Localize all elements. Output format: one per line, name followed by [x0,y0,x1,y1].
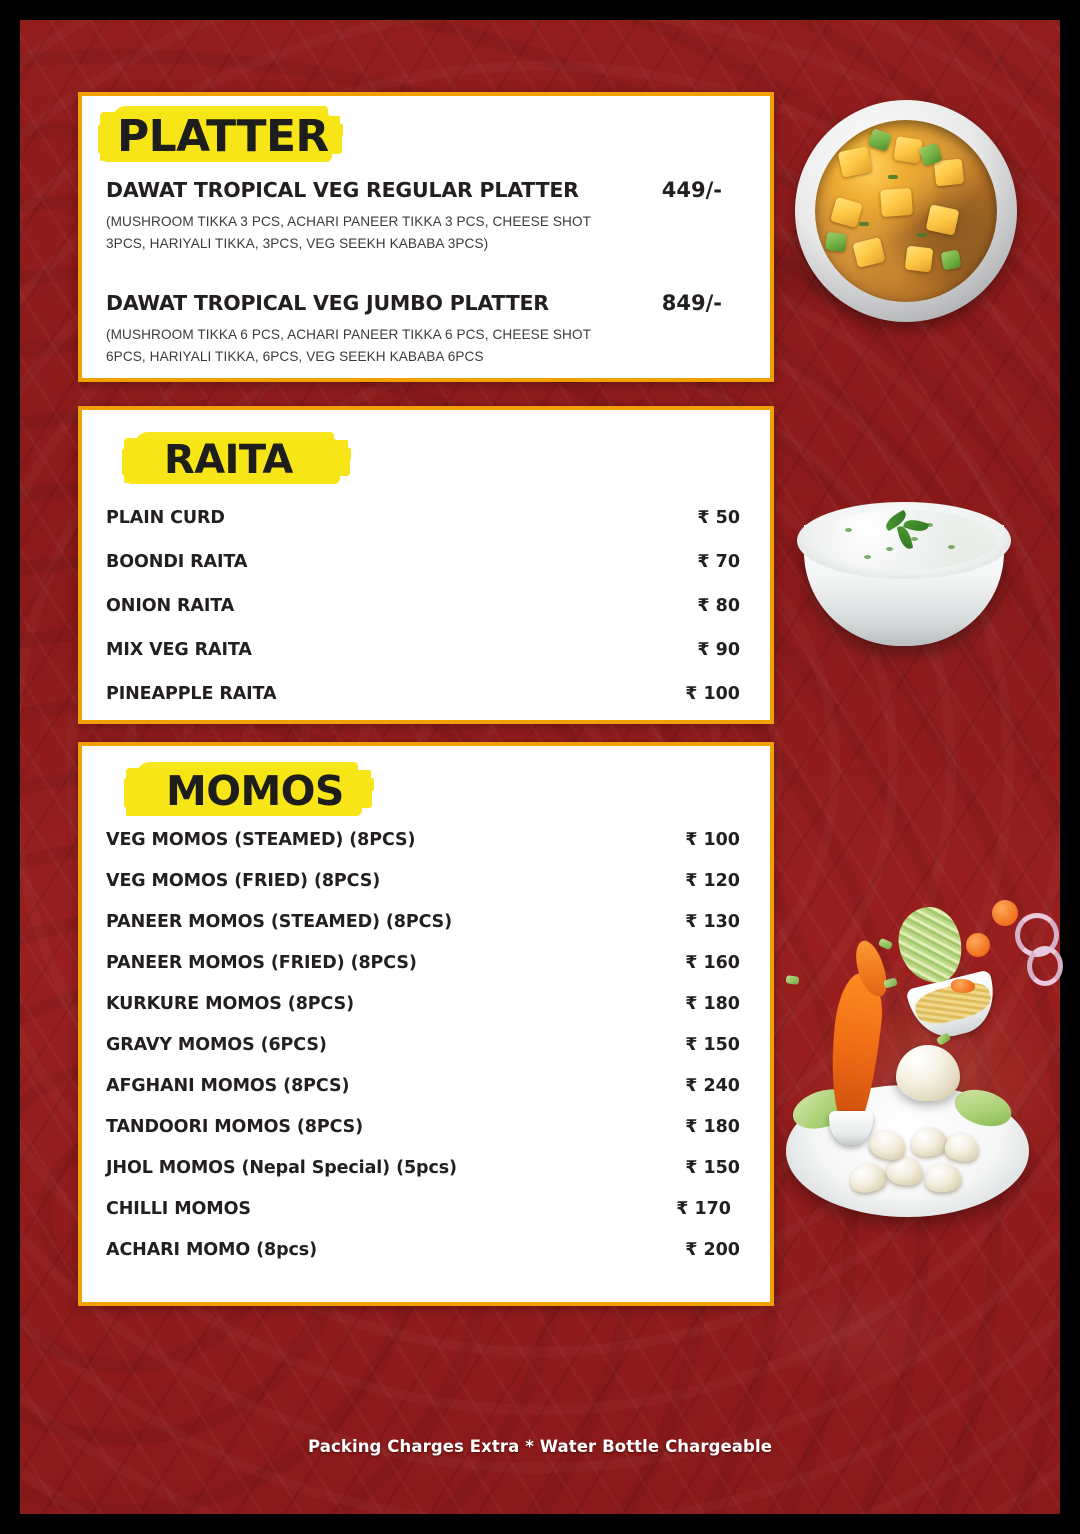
platter-item [106,178,740,255]
item-price: ₹ 120 [685,871,740,891]
platter-item-row [106,178,740,202]
section-title-text: MOMOS [166,767,344,815]
menu-row [106,912,740,953]
carrot-slice [992,900,1018,926]
spring-onion-bit [884,978,899,989]
menu-row [106,994,740,1035]
section-card-platter [78,92,774,382]
item-name: KURKURE MOMOS (8PCS) [106,994,354,1014]
item-name: GRAVY MOMOS (6PCS) [106,1035,327,1055]
menu-row [106,871,740,912]
brush-stroke [334,124,343,137]
item-price: ₹ 160 [685,953,740,973]
item-price: ₹ 70 [697,552,740,572]
section-card-raita [78,406,774,724]
momos-plate-photo [780,900,1070,1230]
shredded-cabbage [895,904,965,986]
item-name: MIX VEG RAITA [106,640,252,660]
menu-row [106,1158,740,1199]
item-price: ₹ 130 [685,912,740,932]
platter-item [106,291,740,368]
menu-row [106,684,740,728]
carrot-slice [951,979,975,993]
item-name: ONION RAITA [106,596,235,616]
item-name: PLAIN CURD [106,508,225,528]
menu-row [106,508,740,552]
menu-row [106,596,740,640]
onion-ring [1027,946,1063,986]
item-name: ACHARI MOMO (8pcs) [106,1240,318,1260]
item-name: BOONDI RAITA [106,552,248,572]
brush-stroke [342,448,351,460]
menu-row [106,1035,740,1076]
item-price: ₹ 90 [697,640,740,660]
item-name: AFGHANI MOMOS (8PCS) [106,1076,350,1096]
item-name: DAWAT TROPICAL VEG REGULAR PLATTER [106,178,579,202]
item-price: ₹ 50 [697,508,740,528]
menu-row [106,640,740,684]
brush-stroke [364,778,374,791]
item-price: ₹ 180 [685,1117,740,1137]
item-price: ₹ 150 [685,1035,740,1055]
item-name: VEG MOMOS (FRIED) (8PCS) [106,871,381,891]
item-price: ₹ 80 [697,596,740,616]
menu-list-raita [106,508,740,728]
menu-row [106,552,740,596]
item-name: JHOL MOMOS (Nepal Special) (5pcs) [106,1158,457,1178]
item-description: (MUSHROOM TIKKA 6 PCS, ACHARI PANEER TIKKA 6 PCS, CHEESE SHOT 6PCS, HARIYALI TIKKA, 6PCS, VEG SEEKH KABABA 6PCS [106,327,591,365]
section-heading-platter [98,102,358,172]
carrot-slice [966,933,990,957]
item-name: PINEAPPLE RAITA [106,684,277,704]
item-price: 449/- [661,178,722,202]
section-heading-raita [122,428,364,492]
menu-list-momos [106,830,740,1281]
item-price: ₹ 200 [685,1240,740,1260]
item-price: ₹ 100 [685,684,740,704]
menu-row [106,1076,740,1117]
footer-note: Packing Charges Extra * Water Bottle Chargeable [308,1437,772,1456]
item-price: ₹ 180 [685,994,740,1014]
platter-item-row [106,291,740,315]
section-heading-momos [124,758,386,824]
item-name: CHILLI MOMOS [106,1199,251,1219]
item-name: PANEER MOMOS (STEAMED) (8PCS) [106,912,453,932]
item-name: PANEER MOMOS (FRIED) (8PCS) [106,953,417,973]
item-name: VEG MOMOS (STEAMED) (8PCS) [106,830,416,850]
paneer-tikka-bowl-photo [795,100,1017,322]
spring-onion-bit [785,975,799,985]
menu-row [106,953,740,994]
menu-row [106,1117,740,1158]
menu-row [106,1199,740,1240]
section-card-momos [78,742,774,1306]
section-title-text: PLATTER [117,111,329,162]
raita-bowl-photo [795,478,1013,646]
item-name: DAWAT TROPICAL VEG JUMBO PLATTER [106,291,549,315]
menu-row [106,830,740,871]
item-price: ₹ 150 [685,1158,740,1178]
section-title-text: RAITA [164,437,293,483]
item-price: ₹ 170 [676,1199,731,1219]
menu-row [106,1240,740,1281]
item-price: 849/- [661,291,722,315]
item-description: (MUSHROOM TIKKA 3 PCS, ACHARI PANEER TIKKA 3 PCS, CHEESE SHOT 3PCS, HARIYALI TIKKA, 3PCS, VEG SEEKH KABABA 3PCS) [106,214,591,252]
spring-onion-bit [878,937,893,950]
floating-momo [896,1045,960,1101]
item-price: ₹ 100 [685,830,740,850]
bowl-contents [815,120,997,302]
item-price: ₹ 240 [685,1076,740,1096]
item-name: TANDOORI MOMOS (8PCS) [106,1117,364,1137]
